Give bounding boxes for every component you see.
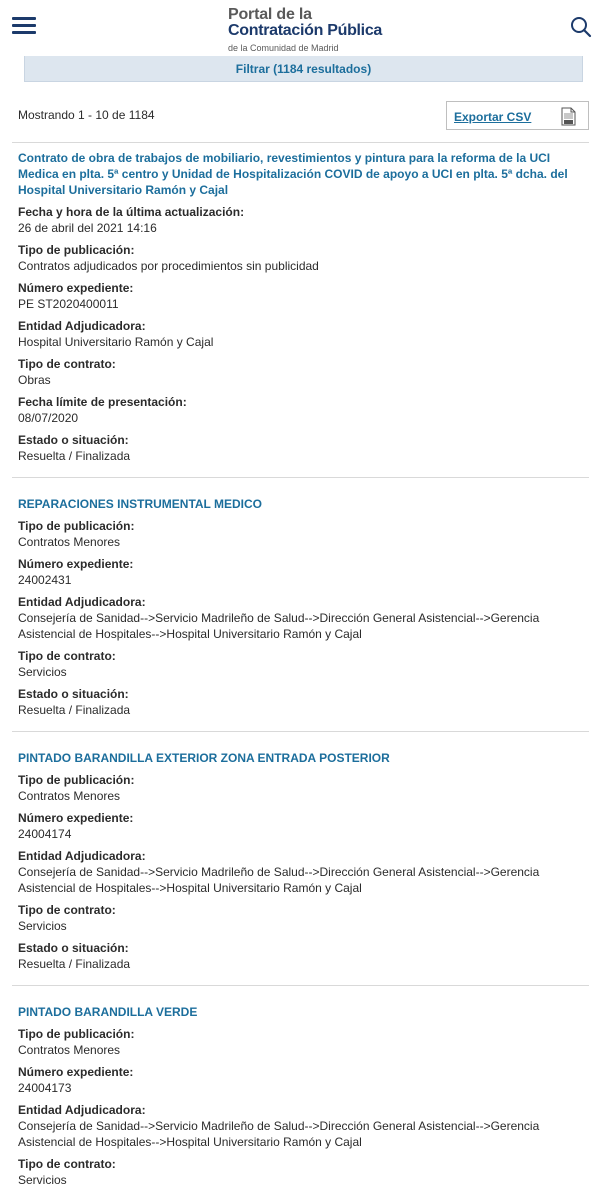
entry-title-link[interactable]: REPARACIONES INSTRUMENTAL MEDICO <box>18 497 263 511</box>
field-label: Tipo de publicación: <box>18 1027 135 1041</box>
field-label: Entidad Adjudicadora: <box>18 849 146 863</box>
entry-title-link[interactable]: PINTADO BARANDILLA VERDE <box>18 1005 198 1019</box>
field-label: Tipo de contrato: <box>18 1157 116 1171</box>
field-label: Número expediente: <box>18 1065 134 1079</box>
field-value: 24004173 <box>18 1081 72 1095</box>
results-count: Mostrando 1 - 10 de 1184 <box>18 108 155 122</box>
field-value: Contratos Menores <box>18 535 121 549</box>
field-value: Servicios <box>18 665 67 679</box>
list-divider <box>12 731 589 732</box>
export-csv-button[interactable] <box>446 101 589 130</box>
field-label: Tipo de publicación: <box>18 519 135 533</box>
field-label: Tipo de contrato: <box>18 357 116 371</box>
hamburger-menu-icon[interactable] <box>12 17 36 35</box>
field-label: Estado o situación: <box>18 687 129 701</box>
field-value: Servicios <box>18 1173 67 1187</box>
field-value: Contratos adjudicados por procedimientos sin publicidad <box>18 259 319 273</box>
list-divider <box>12 477 589 478</box>
field-value: Consejería de Sanidad-->Servicio Madrileño de Salud-->Dirección General Asistencial-->Gerencia Asistencial de Hospitales-->Hospital Universitario Ramón y Cajal <box>18 611 540 641</box>
field-label: Número expediente: <box>18 557 134 571</box>
filter-button[interactable] <box>24 56 583 82</box>
field-value: Hospital Universitario Ramón y Cajal <box>18 335 214 349</box>
list-item <box>18 750 583 972</box>
field-label: Fecha y hora de la última actualización: <box>18 205 245 219</box>
field-value: Resuelta / Finalizada <box>18 957 131 971</box>
list-item <box>18 496 583 718</box>
field-value: PE ST2020400011 <box>18 297 119 311</box>
field-value: Consejería de Sanidad-->Servicio Madrileño de Salud-->Dirección General Asistencial-->Gerencia Asistencial de Hospitales-->Hospital Universitario Ramón y Cajal <box>18 1119 540 1149</box>
field-label: Entidad Adjudicadora: <box>18 319 146 333</box>
list-item <box>18 1004 583 1188</box>
export-csv-label[interactable]: Exportar CSV <box>454 110 532 124</box>
field-value: 08/07/2020 <box>18 411 79 425</box>
entry-title-link[interactable]: PINTADO BARANDILLA EXTERIOR ZONA ENTRADA POSTERIOR <box>18 751 390 765</box>
list-item <box>18 150 583 464</box>
field-label: Entidad Adjudicadora: <box>18 595 146 609</box>
field-value: Contratos Menores <box>18 1043 121 1057</box>
field-label: Tipo de publicación: <box>18 773 135 787</box>
filter-label: Filtrar (1184 resultados) <box>235 61 372 76</box>
field-value: Obras <box>18 373 51 387</box>
field-value: Resuelta / Finalizada <box>18 703 131 717</box>
list-divider <box>12 985 589 986</box>
logo-line-2: Contratación Pública <box>228 22 383 39</box>
field-label: Tipo de publicación: <box>18 243 135 257</box>
field-label: Tipo de contrato: <box>18 649 116 663</box>
field-label: Fecha límite de presentación: <box>18 395 187 409</box>
list-divider <box>12 142 589 143</box>
field-label: Número expediente: <box>18 281 134 295</box>
field-value: 24002431 <box>18 573 72 587</box>
field-label: Entidad Adjudicadora: <box>18 1103 146 1117</box>
field-value: 26 de abril del 2021 14:16 <box>18 221 157 235</box>
csv-file-icon <box>561 107 576 126</box>
field-value: 24004174 <box>18 827 72 841</box>
field-value: Resuelta / Finalizada <box>18 449 131 463</box>
field-label: Estado o situación: <box>18 941 129 955</box>
field-label: Número expediente: <box>18 811 134 825</box>
logo-line-1: Portal de la <box>228 6 312 23</box>
field-label: Tipo de contrato: <box>18 903 116 917</box>
entry-title-link[interactable]: Contrato de obra de trabajos de mobiliario, revestimientos y pintura para la reforma de la UCI Medica en plta. 5ª centro y Unidad de Hospitalización COVID de apoyo a UCI en plta. 5ª dcha. del Hospital Universitario Ramón y Cajal <box>18 151 568 197</box>
portal-logo[interactable] <box>228 6 388 52</box>
field-value: Consejería de Sanidad-->Servicio Madrileño de Salud-->Dirección General Asistencial-->Gerencia Asistencial de Hospitales-->Hospital Universitario Ramón y Cajal <box>18 865 540 895</box>
field-value: Contratos Menores <box>18 789 121 803</box>
logo-line-3: de la Comunidad de Madrid <box>228 43 339 53</box>
search-icon[interactable] <box>570 16 592 38</box>
field-label: Estado o situación: <box>18 433 129 447</box>
page-header <box>0 0 601 56</box>
field-value: Servicios <box>18 919 67 933</box>
